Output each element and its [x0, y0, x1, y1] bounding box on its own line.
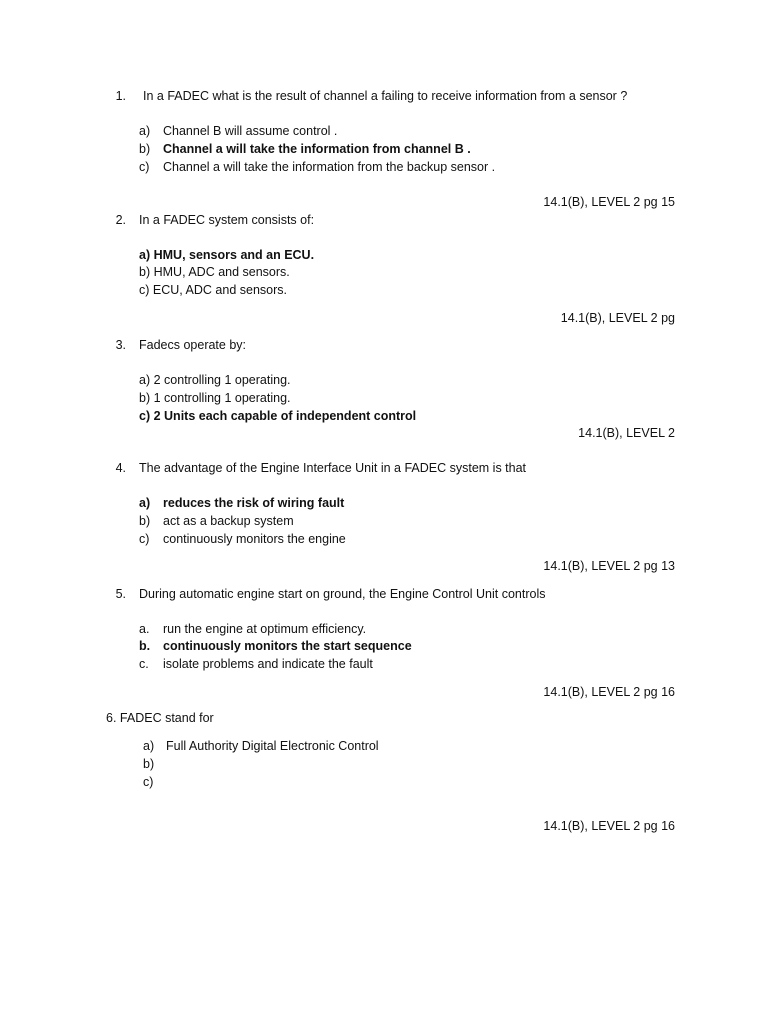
question-2-option-c-text: ECU, ADC and sensors. [152, 283, 287, 297]
question-3-option-a [139, 373, 291, 387]
question-5-option-c-text: isolate problems and indicate the fault [163, 657, 373, 671]
question-1-option-a-text: Channel B will assume control . [163, 124, 338, 138]
question-3-option-b-text: 1 controlling 1 operating. [153, 391, 291, 405]
question-2-option-b-text: HMU, ADC and sensors. [153, 265, 290, 279]
question-1-option-a-label: a) [139, 124, 151, 138]
question-4-option-b-label: b) [139, 514, 151, 528]
question-3-option-b-label: b) [139, 391, 151, 405]
question-4-option-a-text: reduces the risk of wiring fault [163, 496, 345, 510]
question-3-option-c-text: 2 Units each capable of independent control [153, 409, 417, 423]
question-4-option-a-label: a) [139, 496, 151, 510]
question-5-option-a-label: a. [139, 622, 150, 636]
question-6-option-c-label: c) [143, 775, 154, 789]
question-3-text: Fadecs operate by: [139, 338, 247, 352]
question-3-option-c [139, 409, 416, 423]
question-3-reference: 14.1(B), LEVEL 2 [578, 426, 675, 440]
question-1-reference: 14.1(B), LEVEL 2 pg 15 [543, 195, 675, 209]
question-5-reference: 14.1(B), LEVEL 2 pg 16 [543, 685, 675, 699]
question-2-option-c [139, 283, 287, 297]
question-6-option-b-label: b) [143, 757, 155, 771]
question-3-option-a-text: 2 controlling 1 operating. [153, 373, 291, 387]
question-4-text: The advantage of the Engine Interface Unit in a FADEC system is that [139, 461, 527, 475]
question-3-option-a-label: a) [139, 373, 151, 387]
question-1-option-b-text: Channel a will take the information from channel B . [163, 142, 471, 156]
question-6-option-a-label: a) [143, 739, 155, 753]
question-1-number: 1. [115, 89, 126, 103]
question-5-text: During automatic engine start on ground, the Engine Control Unit controls [139, 587, 546, 601]
question-2-option-a [139, 248, 314, 262]
question-2-number: 2. [115, 213, 126, 227]
question-4-number: 4. [115, 461, 126, 475]
question-3-option-c-label: c) [139, 409, 151, 423]
question-3-option-b [139, 391, 291, 405]
question-5-option-b-label: b. [139, 639, 151, 653]
question-2-reference: 14.1(B), LEVEL 2 pg [560, 311, 675, 325]
question-4-option-c-label: c) [139, 532, 150, 546]
question-6-number: 6. [106, 711, 117, 725]
question-2-option-b-label: b) [139, 265, 151, 279]
question-1-option-b-label: b) [139, 142, 151, 156]
question-1-text: In a FADEC what is the result of channel a failing to receive information from a sensor ? [143, 89, 628, 103]
question-2-option-b [139, 265, 290, 279]
question-1-option-c-text: Channel a will take the information from the backup sensor . [163, 160, 496, 174]
question-5-option-b-text: continuously monitors the start sequence [163, 639, 412, 653]
question-6-text: FADEC stand for [119, 711, 214, 725]
question-4-option-c-text: continuously monitors the engine [163, 532, 346, 546]
question-6-option-a-text: Full Authority Digital Electronic Control [166, 739, 379, 753]
question-3-number: 3. [115, 338, 126, 352]
question-6-reference: 14.1(B), LEVEL 2 pg 16 [543, 819, 675, 833]
question-6 [106, 711, 214, 725]
question-2-option-c-label: c) [139, 283, 150, 297]
question-1-option-c-label: c) [139, 160, 150, 174]
question-5-option-a-text: run the engine at optimum efficiency. [163, 622, 367, 636]
question-5-number: 5. [115, 587, 126, 601]
question-2-text: In a FADEC system consists of: [139, 213, 315, 227]
question-2-option-a-text: HMU, sensors and an ECU. [153, 248, 315, 262]
question-4-reference: 14.1(B), LEVEL 2 pg 13 [543, 559, 675, 573]
question-4-option-b-text: act as a backup system [163, 514, 294, 528]
question-2-option-a-label: a) [139, 248, 151, 262]
question-5-option-c-label: c. [139, 657, 149, 671]
